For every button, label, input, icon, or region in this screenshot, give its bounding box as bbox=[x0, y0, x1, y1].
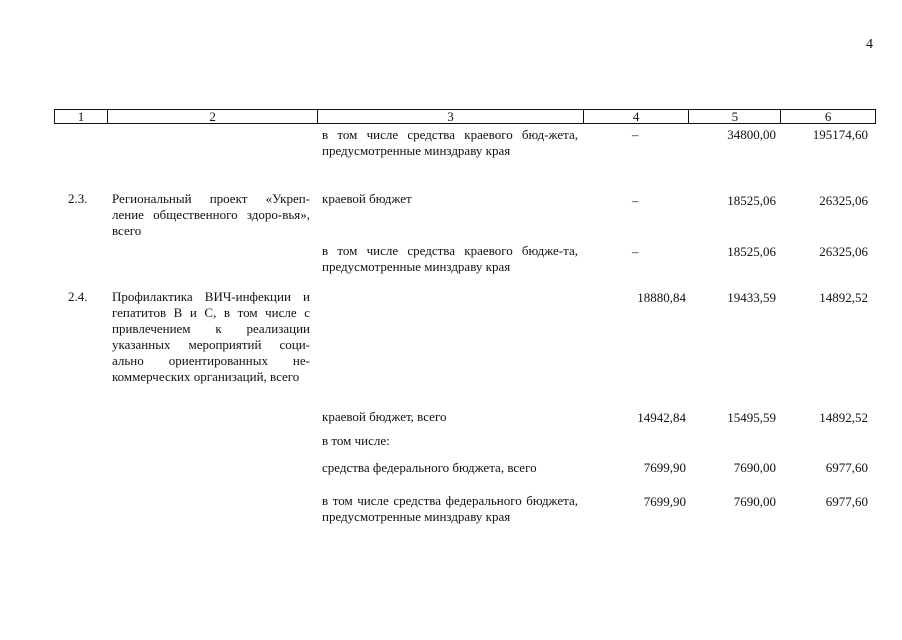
row8-source: в том числе средства федерального бюджета, предусмотренные минздраву края bbox=[322, 493, 578, 524]
header-col-5: 5 bbox=[689, 110, 781, 123]
page-number: 4 bbox=[866, 37, 873, 52]
row4-col4: 18880,84 bbox=[637, 290, 686, 305]
row2-col6: 26325,06 bbox=[819, 193, 868, 208]
row1-col6: 195174,60 bbox=[812, 127, 868, 142]
row8-col4: 7699,90 bbox=[643, 494, 686, 509]
row3-source: в том числе средства краевого бюдже-та, предусмотренные минздраву края bbox=[322, 243, 578, 274]
row6-source: в том числе: bbox=[322, 433, 390, 448]
row8-col5: 7690,00 bbox=[733, 494, 776, 509]
header-col-4: 4 bbox=[584, 110, 690, 123]
row3-col4: – bbox=[632, 244, 639, 259]
row3-col5: 18525,06 bbox=[727, 244, 776, 259]
header-col-1: 1 bbox=[55, 110, 108, 123]
row7-col4: 7699,90 bbox=[643, 460, 686, 475]
row2-source: краевой бюджет bbox=[322, 191, 412, 206]
row1-source: в том числе средства краевого бюд-жета, предусмотренные минздраву края bbox=[322, 127, 578, 158]
row7-source: средства федерального бюджета, всего bbox=[322, 460, 537, 475]
row8-col6: 6977,60 bbox=[825, 494, 868, 509]
header-col-2: 2 bbox=[108, 110, 318, 123]
row2-col4: – bbox=[632, 193, 639, 208]
row1-col5: 34800,00 bbox=[727, 127, 776, 142]
row4-col5: 19433,59 bbox=[727, 290, 776, 305]
row2-name: Региональный проект «Укреп-ление общественного здоро-вья», всего bbox=[112, 191, 310, 238]
row5-col4: 14942,84 bbox=[637, 410, 686, 425]
table-header bbox=[54, 109, 876, 124]
header-col-6: 6 bbox=[824, 109, 832, 124]
row2-number: 2.3. bbox=[68, 191, 88, 206]
row4-number: 2.4. bbox=[68, 289, 88, 304]
row7-col6: 6977,60 bbox=[825, 460, 868, 475]
row5-source: краевой бюджет, всего bbox=[322, 409, 447, 424]
row7-col5: 7690,00 bbox=[733, 460, 776, 475]
row5-col6: 14892,52 bbox=[819, 410, 868, 425]
row3-col6: 26325,06 bbox=[819, 244, 868, 259]
row2-col5: 18525,06 bbox=[727, 193, 776, 208]
row4-col6: 14892,52 bbox=[819, 290, 868, 305]
row4-name: Профилактика ВИЧ-инфекции и гепатитов В и С, в том числе с привлечением к реализации указанных мероприятий соци-ально ориентированных не-коммерческих организаций, всего bbox=[112, 289, 310, 384]
header-col-3: 3 bbox=[318, 110, 583, 123]
row1-col4: – bbox=[632, 127, 639, 142]
row5-col5: 15495,59 bbox=[727, 410, 776, 425]
